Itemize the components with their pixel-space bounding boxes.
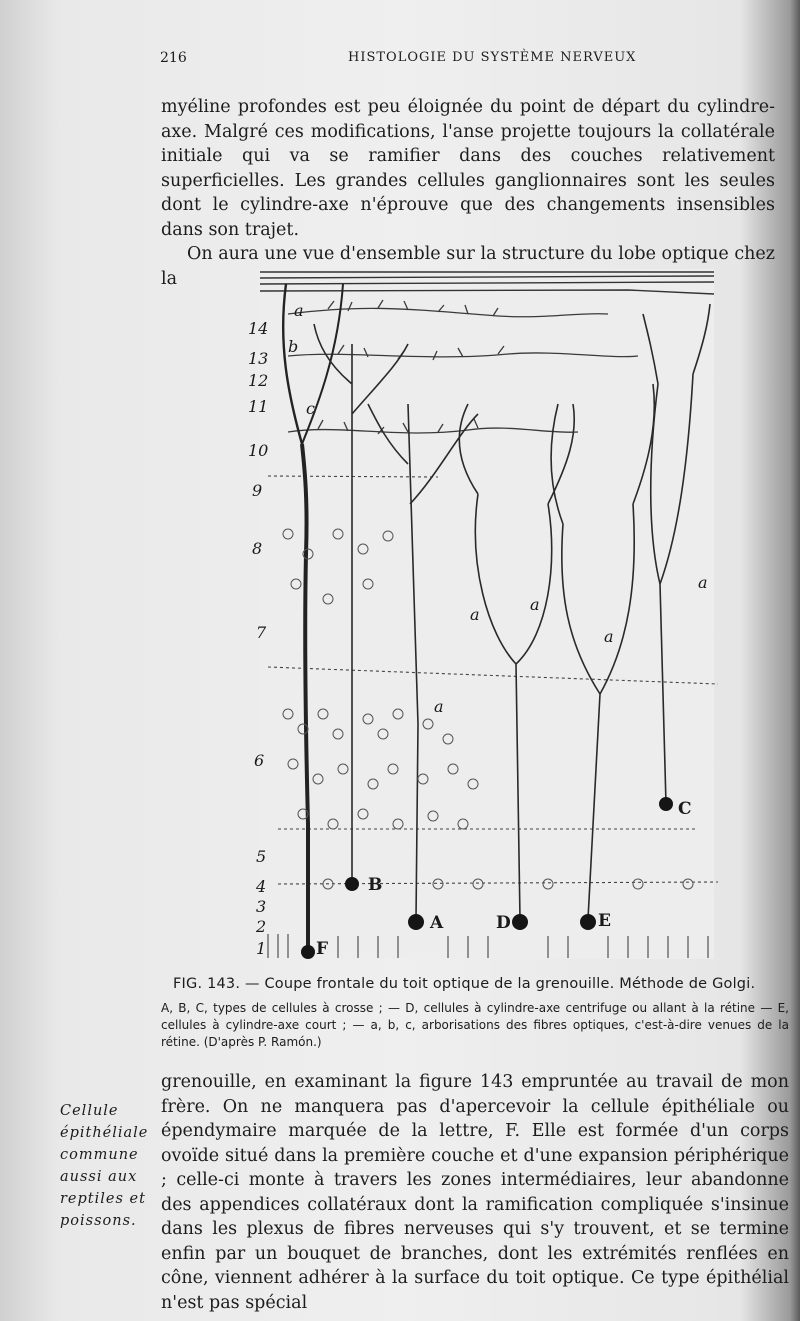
paragraph-2-start: On aura une vue d'ensemble sur la structure du lobe optique chez la [161, 244, 775, 289]
layer-label-12: 12 [248, 371, 269, 390]
body-paragraph-1 [161, 95, 775, 291]
running-title: HISTOLOGIE DU SYSTÈME NERVEUX [348, 50, 637, 65]
layer-label-5: 5 [256, 847, 267, 866]
cell-label-C: C [678, 799, 692, 819]
layer-label-13: 13 [248, 349, 269, 368]
layer-label-2: 2 [256, 917, 267, 936]
inner-label-a-3: a [604, 627, 614, 646]
layer-label-3: 3 [256, 897, 267, 916]
layer-number-labels [248, 319, 268, 958]
layer-label-11: 11 [248, 397, 269, 416]
layer-label-1: 1 [256, 939, 267, 958]
page-header [160, 50, 780, 74]
margin-note: Cellule épithéliale commune aussi aux reptiles et poissons. [60, 1103, 149, 1229]
caption-title: FIG. 143. — Coupe frontale du toit optique de la grenouille. Méthode de Golgi. [173, 976, 756, 992]
layer-label-9: 9 [252, 481, 263, 500]
cell-label-B: B [368, 875, 383, 895]
cell-label-F: F [316, 939, 329, 959]
layer-label-8: 8 [252, 539, 263, 558]
body-paragraph-3: grenouille, en examinant la figure 143 empruntée au travail de mon frère. On ne manquera pas d'apercevoir la cellule épithéliale ou épendymaire marquée de la lettre, F. Elle est formée d'un corps ovoïde situé dans la première couche et d'une expansion périphérique ; celle-ci monte à travers les zones intermédiaires, leur abandonne des appendices collatéraux dont la ramification compliquée s'insinue dans les plexus de fibres nerveuses qui s'y trouvent, et se termine enfin par un bouquet de branches, dont les extrémités renflées en cône, viennent adhérer à la surface du toit optique. Ce type épithélial n'est pas spécial [161, 1072, 789, 1313]
inner-label-a-5: a [434, 697, 444, 716]
figure-caption [161, 976, 789, 1051]
layer-label-7: 7 [256, 623, 267, 642]
layer-label-10: 10 [248, 441, 269, 460]
caption-body: A, B, C, types de cellules à crosse ; — D, cellules à cylindre-axe centrifuge ou allant à la rétine — E, cellules à cylindre-axe court ; — a, b, c, arborisations des fibres optiques, c'est-à-dire venues de la rétine. (D'après P. Ramón.) [161, 1001, 789, 1049]
inner-label-a-1: a [530, 595, 540, 614]
layer-label-4: 4 [256, 877, 267, 896]
cell-label-E: E [598, 911, 611, 931]
layer-label-6: 6 [254, 751, 265, 770]
page-number: 216 [160, 50, 187, 66]
cell-label-D: D [496, 913, 511, 933]
fiber-label-b: b [288, 337, 299, 356]
inner-label-a-2: a [470, 605, 480, 624]
paragraph-1-text: myéline profondes est peu éloignée du point de départ du cylindre-axe. Malgré ces modifications, l'anse projette toujours la collatérale initiale qui va se ramifier dans des couches relativement superficielles. Les grandes cellules ganglionnaires sont les seules dont le cylindre-axe n'éprouve que des changements insensibles dans son trajet. [161, 97, 775, 240]
fiber-label-a: a [294, 301, 304, 320]
figure-143-golgi-drawing [248, 264, 724, 964]
layer-label-14: 14 [248, 319, 269, 338]
histology-illustration [248, 264, 724, 964]
cell-label-A: A [430, 913, 444, 933]
inner-label-a-4: a [698, 573, 708, 592]
fiber-label-c: c [306, 399, 315, 418]
